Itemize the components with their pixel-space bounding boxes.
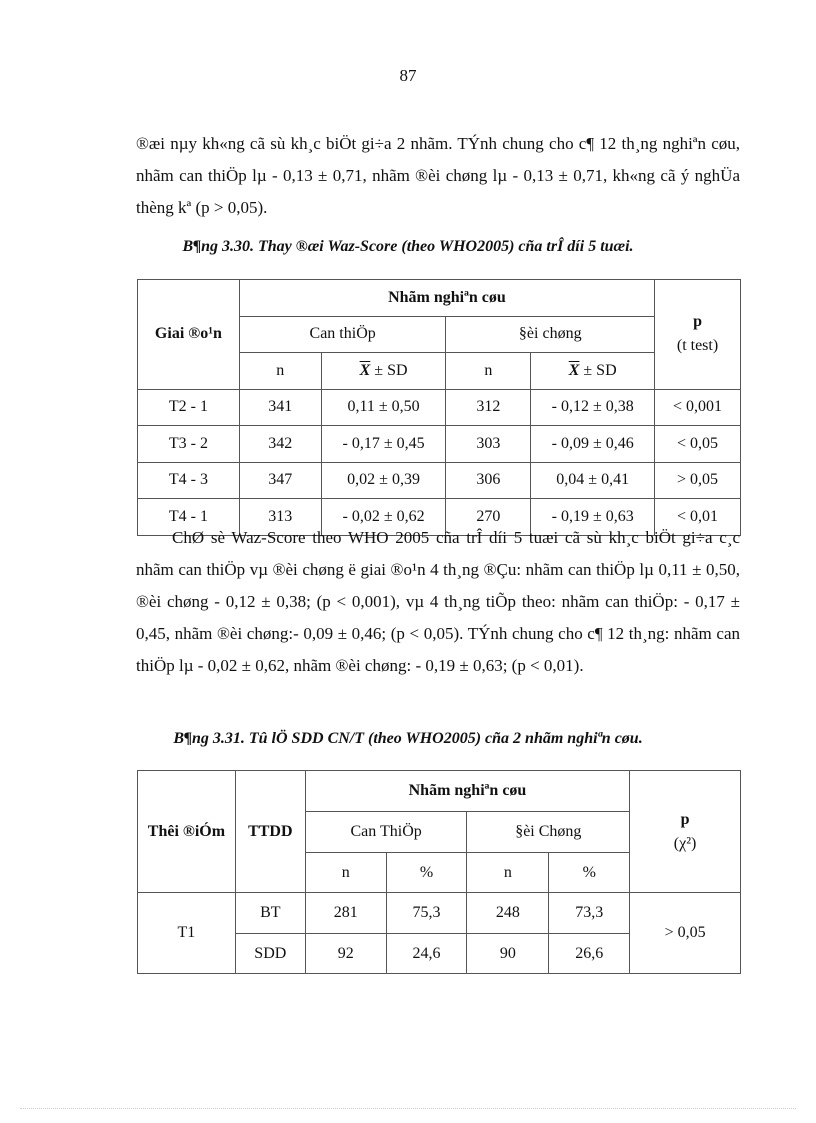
- cell-mean-intervention: 0,11 ± 0,50: [321, 389, 446, 426]
- cell-p: < 0,05: [655, 426, 741, 463]
- header-time-point: Thêi ®iÓm: [138, 771, 236, 893]
- header-mean-sd: $\overline{X}$ ± SD: [531, 353, 655, 390]
- page-number: 87: [399, 66, 417, 85]
- cell-pct-intervention: 24,6: [386, 934, 467, 974]
- p-test-label: (t test): [676, 337, 719, 355]
- cell-period: T4 - 1: [138, 499, 240, 536]
- cell-mean-control: - 0,12 ± 0,38: [531, 389, 655, 426]
- table-3-31: [137, 770, 741, 974]
- cell-p: < 0,001: [655, 389, 741, 426]
- header-intervention: Can ThiÖp: [305, 812, 467, 853]
- table-3-31-caption: B¶ng 3.31. Tû lÖ SDD CN/T (theo WHO2005) cña 2 nhãm nghiªn cøu.: [173, 730, 643, 747]
- cell-mean-control: 0,04 ± 0,41: [531, 462, 655, 499]
- table-row: [138, 462, 741, 499]
- header-n: n: [467, 853, 549, 893]
- cell-p: > 0,05: [655, 462, 741, 499]
- cell-period: T2 - 1: [138, 389, 240, 426]
- cell-p: > 0,05: [630, 893, 741, 974]
- cell-pct-control: 73,3: [549, 893, 630, 934]
- header-percent: %: [386, 853, 467, 893]
- header-intervention: Can thiÖp: [239, 316, 446, 353]
- cell-n-control: 303: [446, 426, 531, 463]
- cell-n-intervention: 281: [305, 893, 386, 934]
- header-p: [655, 280, 741, 390]
- cell-n-intervention: 342: [239, 426, 321, 463]
- cell-n-control: 270: [446, 499, 531, 536]
- table-3-30-caption: B¶ng 3.30. Thay ®æi Waz-Score (theo WHO2005) cña trÎ díi 5 tuæi.: [182, 238, 634, 255]
- cell-pct-control: 26,6: [549, 934, 630, 974]
- header-p: [630, 771, 741, 893]
- cell-n-control: 312: [446, 389, 531, 426]
- header-n: n: [239, 353, 321, 390]
- table-row: [138, 389, 741, 426]
- table-row: [138, 426, 741, 463]
- p-label: p: [693, 313, 702, 331]
- cell-ttdd: BT: [235, 893, 305, 934]
- cell-n-intervention: 347: [239, 462, 321, 499]
- header-n: n: [446, 353, 531, 390]
- cell-time-point: T1: [138, 893, 236, 974]
- cell-pct-intervention: 75,3: [386, 893, 467, 934]
- header-control: §èi Chøng: [467, 812, 630, 853]
- cell-n-control: 306: [446, 462, 531, 499]
- cell-p: < 0,01: [655, 499, 741, 536]
- header-n: n: [305, 853, 386, 893]
- header-ttdd: TTDD: [235, 771, 305, 893]
- cell-n-control: 248: [467, 893, 549, 934]
- cell-mean-intervention: - 0,02 ± 0,62: [321, 499, 446, 536]
- paragraph-intro: ®æi nµy kh«ng cã sù kh¸c biÖt gi÷a 2 nhãm. TÝnh chung cho c¶ 12 th¸ng nghiªn cøu, nhãm can thiÖp lµ - 0,13 ± 0,71, nhãm ®èi chøng lµ - 0,13 ± 0,71, kh«ng cã ý nghÜa thèng kª (p > 0,05).: [136, 134, 740, 217]
- cell-period: T4 - 3: [138, 462, 240, 499]
- cell-mean-control: - 0,19 ± 0,63: [531, 499, 655, 536]
- p-label: p: [680, 810, 690, 828]
- header-control: §èi chøng: [446, 316, 655, 353]
- cell-n-control: 90: [467, 934, 549, 974]
- chi-square-label: (χ²): [673, 834, 697, 852]
- cell-mean-control: - 0,09 ± 0,46: [531, 426, 655, 463]
- cell-mean-intervention: - 0,17 ± 0,45: [321, 426, 446, 463]
- header-study-group: Nhãm nghiªn cøu: [305, 771, 629, 812]
- header-study-group: Nhãm nghiªn cøu: [239, 280, 654, 317]
- header-percent: %: [549, 853, 630, 893]
- cell-n-intervention: 92: [305, 934, 386, 974]
- table-row: [138, 893, 741, 934]
- table-3-30: [137, 279, 741, 536]
- paragraph-waz-summary: ChØ sè Waz-Score theo WHO 2005 cña trÎ díi 5 tuæi cã sù kh¸c biÖt gi÷a c¸c nhãm can thiÖp vµ ®èi chøng ë giai ®o¹n 4 th¸ng ®Çu: nhãm can thiÖp lµ 0,11 ± 0,50, ®èi chøng - 0,12 ± 0,38; (p < 0,001), vµ 4 th¸ng tiÕp theo: nhãm can thiÖp: - 0,17 ± 0,45, nhãm ®èi chøng:- 0,09 ± 0,46; (p < 0,05). TÝnh chung cho c¶ 12 th¸ng: nhãm can thiÖp lµ - 0,02 ± 0,62, nhãm ®èi chøng: - 0,19 ± 0,63; (p < 0,01).: [136, 528, 740, 675]
- cell-mean-intervention: 0,02 ± 0,39: [321, 462, 446, 499]
- header-mean-sd: $\overline{X}$ ± SD: [321, 353, 446, 390]
- header-period: Giai ®o¹n: [138, 280, 240, 390]
- page-footer-divider: [20, 1108, 796, 1109]
- cell-period: T3 - 2: [138, 426, 240, 463]
- cell-n-intervention: 341: [239, 389, 321, 426]
- cell-n-intervention: 313: [239, 499, 321, 536]
- cell-ttdd: SDD: [235, 934, 305, 974]
